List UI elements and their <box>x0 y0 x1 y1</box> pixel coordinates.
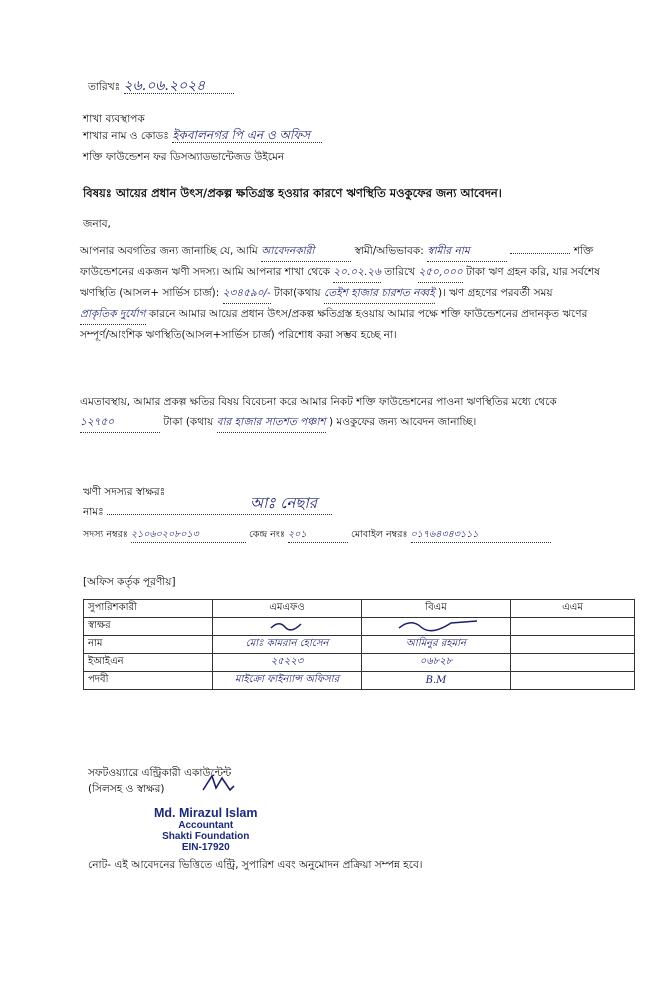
mobile-label: মোবাইল নম্বরঃ <box>351 529 408 540</box>
center-value: ২০১ <box>288 528 348 543</box>
row-label: স্বাক্ষর <box>84 618 213 636</box>
mobile-value: ০১৭৬৪৩৪৩১১১ <box>411 528 551 543</box>
p1-text-e: টাকা ঋণ গ্রহন করি, যার সর্বশেষ ঋণস্থিতি (আসল+ সার্ভিস চার্জ): <box>80 266 600 299</box>
date-value: ২৬.০৬.২০২৪ <box>124 79 234 94</box>
p1-text-f: টাকা(কথায় <box>273 287 321 299</box>
balance-value: ২৩৪৫৯০/- <box>223 283 271 304</box>
row-label: ইআইএন <box>84 654 213 672</box>
table-cell <box>511 636 635 654</box>
member-id-value: ২১০৬০২০৮০১৩ <box>131 528 246 543</box>
table-header-row <box>84 600 635 618</box>
date-line <box>88 79 234 94</box>
blank-dots <box>510 253 570 254</box>
member-name-dots <box>107 514 332 515</box>
table-row <box>84 672 635 690</box>
p1-text-b: স্বামী/অভিভাবক: <box>354 245 424 257</box>
organization-line: শক্তি ফাউন্ডেশন ফর ডিসঅ্যাডভান্টেজড উইমেন <box>83 151 285 163</box>
balance-words-value: তেইশ হাজার চারশত নব্বই <box>324 283 435 304</box>
stamp-name: Md. Mirazul Islam <box>154 806 258 820</box>
table-cell <box>511 618 635 636</box>
signature-cell <box>362 618 511 636</box>
header-cell: এমএফও <box>213 600 362 618</box>
branch-label: শাখার নাম ও কোডঃ <box>83 130 169 142</box>
office-table <box>83 599 635 690</box>
signature-cell <box>213 618 362 636</box>
office-title: [অফিস কর্তৃক পূরণীয়] <box>83 576 176 588</box>
recipient-title: শাখা ব্যবস্থাপক <box>83 113 145 125</box>
p2-text-c: ) মওকুফের জন্য আবেদন জানাচ্ছি। <box>328 416 477 428</box>
stamp-org: Shakti Foundation <box>162 831 250 842</box>
loan-amount-value: ২৫০,০০০ <box>418 262 462 283</box>
signature-mark <box>391 618 481 632</box>
guardian-value: স্বামীর নাম <box>427 241 507 262</box>
seal-label: (সিলসহ ও স্বাক্ষর) <box>88 783 165 795</box>
accountant-signature-mark <box>200 772 236 794</box>
entry-accountant-label: সফটওয়্যারে এন্ট্রিকারী একাউন্টেন্ট <box>88 767 232 779</box>
table-cell <box>511 672 635 690</box>
table-cell: মোঃ কামরান হোসেন <box>213 636 362 654</box>
member-id-label: সদস্য নম্বরঃ <box>83 529 128 540</box>
header-cell: বিএম <box>362 600 511 618</box>
body-paragraph-1 <box>80 241 615 345</box>
table-row <box>84 636 635 654</box>
note-line: নোট- এই আবেদনের ভিত্তিতে এন্ট্রি, সুপারিশ এবং অনুমোদন প্রক্রিয়া সম্পন্ন হবে। <box>88 859 423 871</box>
member-name-label: নামঃ <box>83 506 104 518</box>
loan-date-value: ২০.০২.২৬ <box>333 262 381 283</box>
table-row <box>84 654 635 672</box>
table-cell <box>511 654 635 672</box>
p1-text-h: কারনে আমার আয়ের প্রধান উৎস/প্রকল্প ক্ষতিগ্রস্ত হওয়ায় আমার পক্ষে শক্তি ফাউন্ডেশনের প্রদানকৃত ঋণের সম্পূর্ণ/আংশিক ঋণস্থিতি(আসল+সার্ভিস চার্জ) পরিশোধ করা সম্ভব হচ্ছে না। <box>80 308 588 341</box>
p1-text-d: তারিখে <box>384 266 416 278</box>
accountant-stamp <box>154 806 258 853</box>
center-label: কেন্দ্র নংঃ <box>248 529 285 540</box>
applicant-name-value: আবেদনকারী <box>261 241 351 262</box>
waive-amount-value: ১২৭৫০ <box>80 412 160 433</box>
p2-text-a: এমতাবস্থায়, আমার প্রকল্প ক্ষতির বিষয় বিবেচনা করে আমার নিকট শক্তি ফাউন্ডেশনের পাওনা ঋণস্থিতির মধ্যে থেকে <box>80 396 557 408</box>
table-cell: B.M <box>362 672 511 690</box>
date-label: তারিখঃ <box>88 81 121 93</box>
p1-text-c: শক্তি ফাউন্ডেশনের একজন ঋণী সদস্য। আমি আপনার শাখা থেকে <box>80 245 594 278</box>
branch-line <box>83 128 322 143</box>
salutation: জনাব, <box>83 218 111 230</box>
signature-mark <box>267 618 307 632</box>
row-label: নাম <box>84 636 213 654</box>
table-cell: মাইক্রো ফাইন্যান্স অফিসার <box>213 672 362 690</box>
header-cell: এএম <box>511 600 635 618</box>
body-paragraph-2 <box>80 392 615 433</box>
branch-value: ইকবালনগর পি এন ও অফিস <box>172 128 322 143</box>
member-signature-label: ঋণী সদস্যর স্বাক্ষরঃ <box>83 486 166 498</box>
table-cell: আমিনুর রহমান <box>362 636 511 654</box>
table-row <box>84 618 635 636</box>
table-cell: ০৬৮২৮ <box>362 654 511 672</box>
p2-text-b: টাকা (কথায় <box>163 416 214 428</box>
member-name-line <box>83 505 332 519</box>
row-label: পদবী <box>84 672 213 690</box>
stamp-title: Accountant <box>178 820 234 831</box>
stamp-ein: EIN-17920 <box>181 842 230 853</box>
p1-text-g: )। ঋণ গ্রহণের পরবর্তী সময় <box>438 287 553 299</box>
member-signature-value: আঃ নেছার <box>250 494 317 512</box>
header-cell: সুপারিশকারী <box>84 600 213 618</box>
cause-value: প্রাকৃতিক দুর্যোগ <box>80 304 146 325</box>
p1-text-a: আপনার অবগতির জন্য জানাচ্ছি যে, আমি <box>80 245 258 257</box>
waive-words-value: বার হাজার সাতশত পঞ্চাশ <box>217 412 326 433</box>
table-cell: ২৫২২৩ <box>213 654 362 672</box>
member-id-line <box>83 528 551 543</box>
subject-line: বিষয়ঃ আয়ের প্রধান উৎস/প্রকল্প ক্ষতিগ্রস্ত হওয়ার কারণে ঋণস্থিতি মওকুফের জন্য আবেদন। <box>83 186 502 200</box>
